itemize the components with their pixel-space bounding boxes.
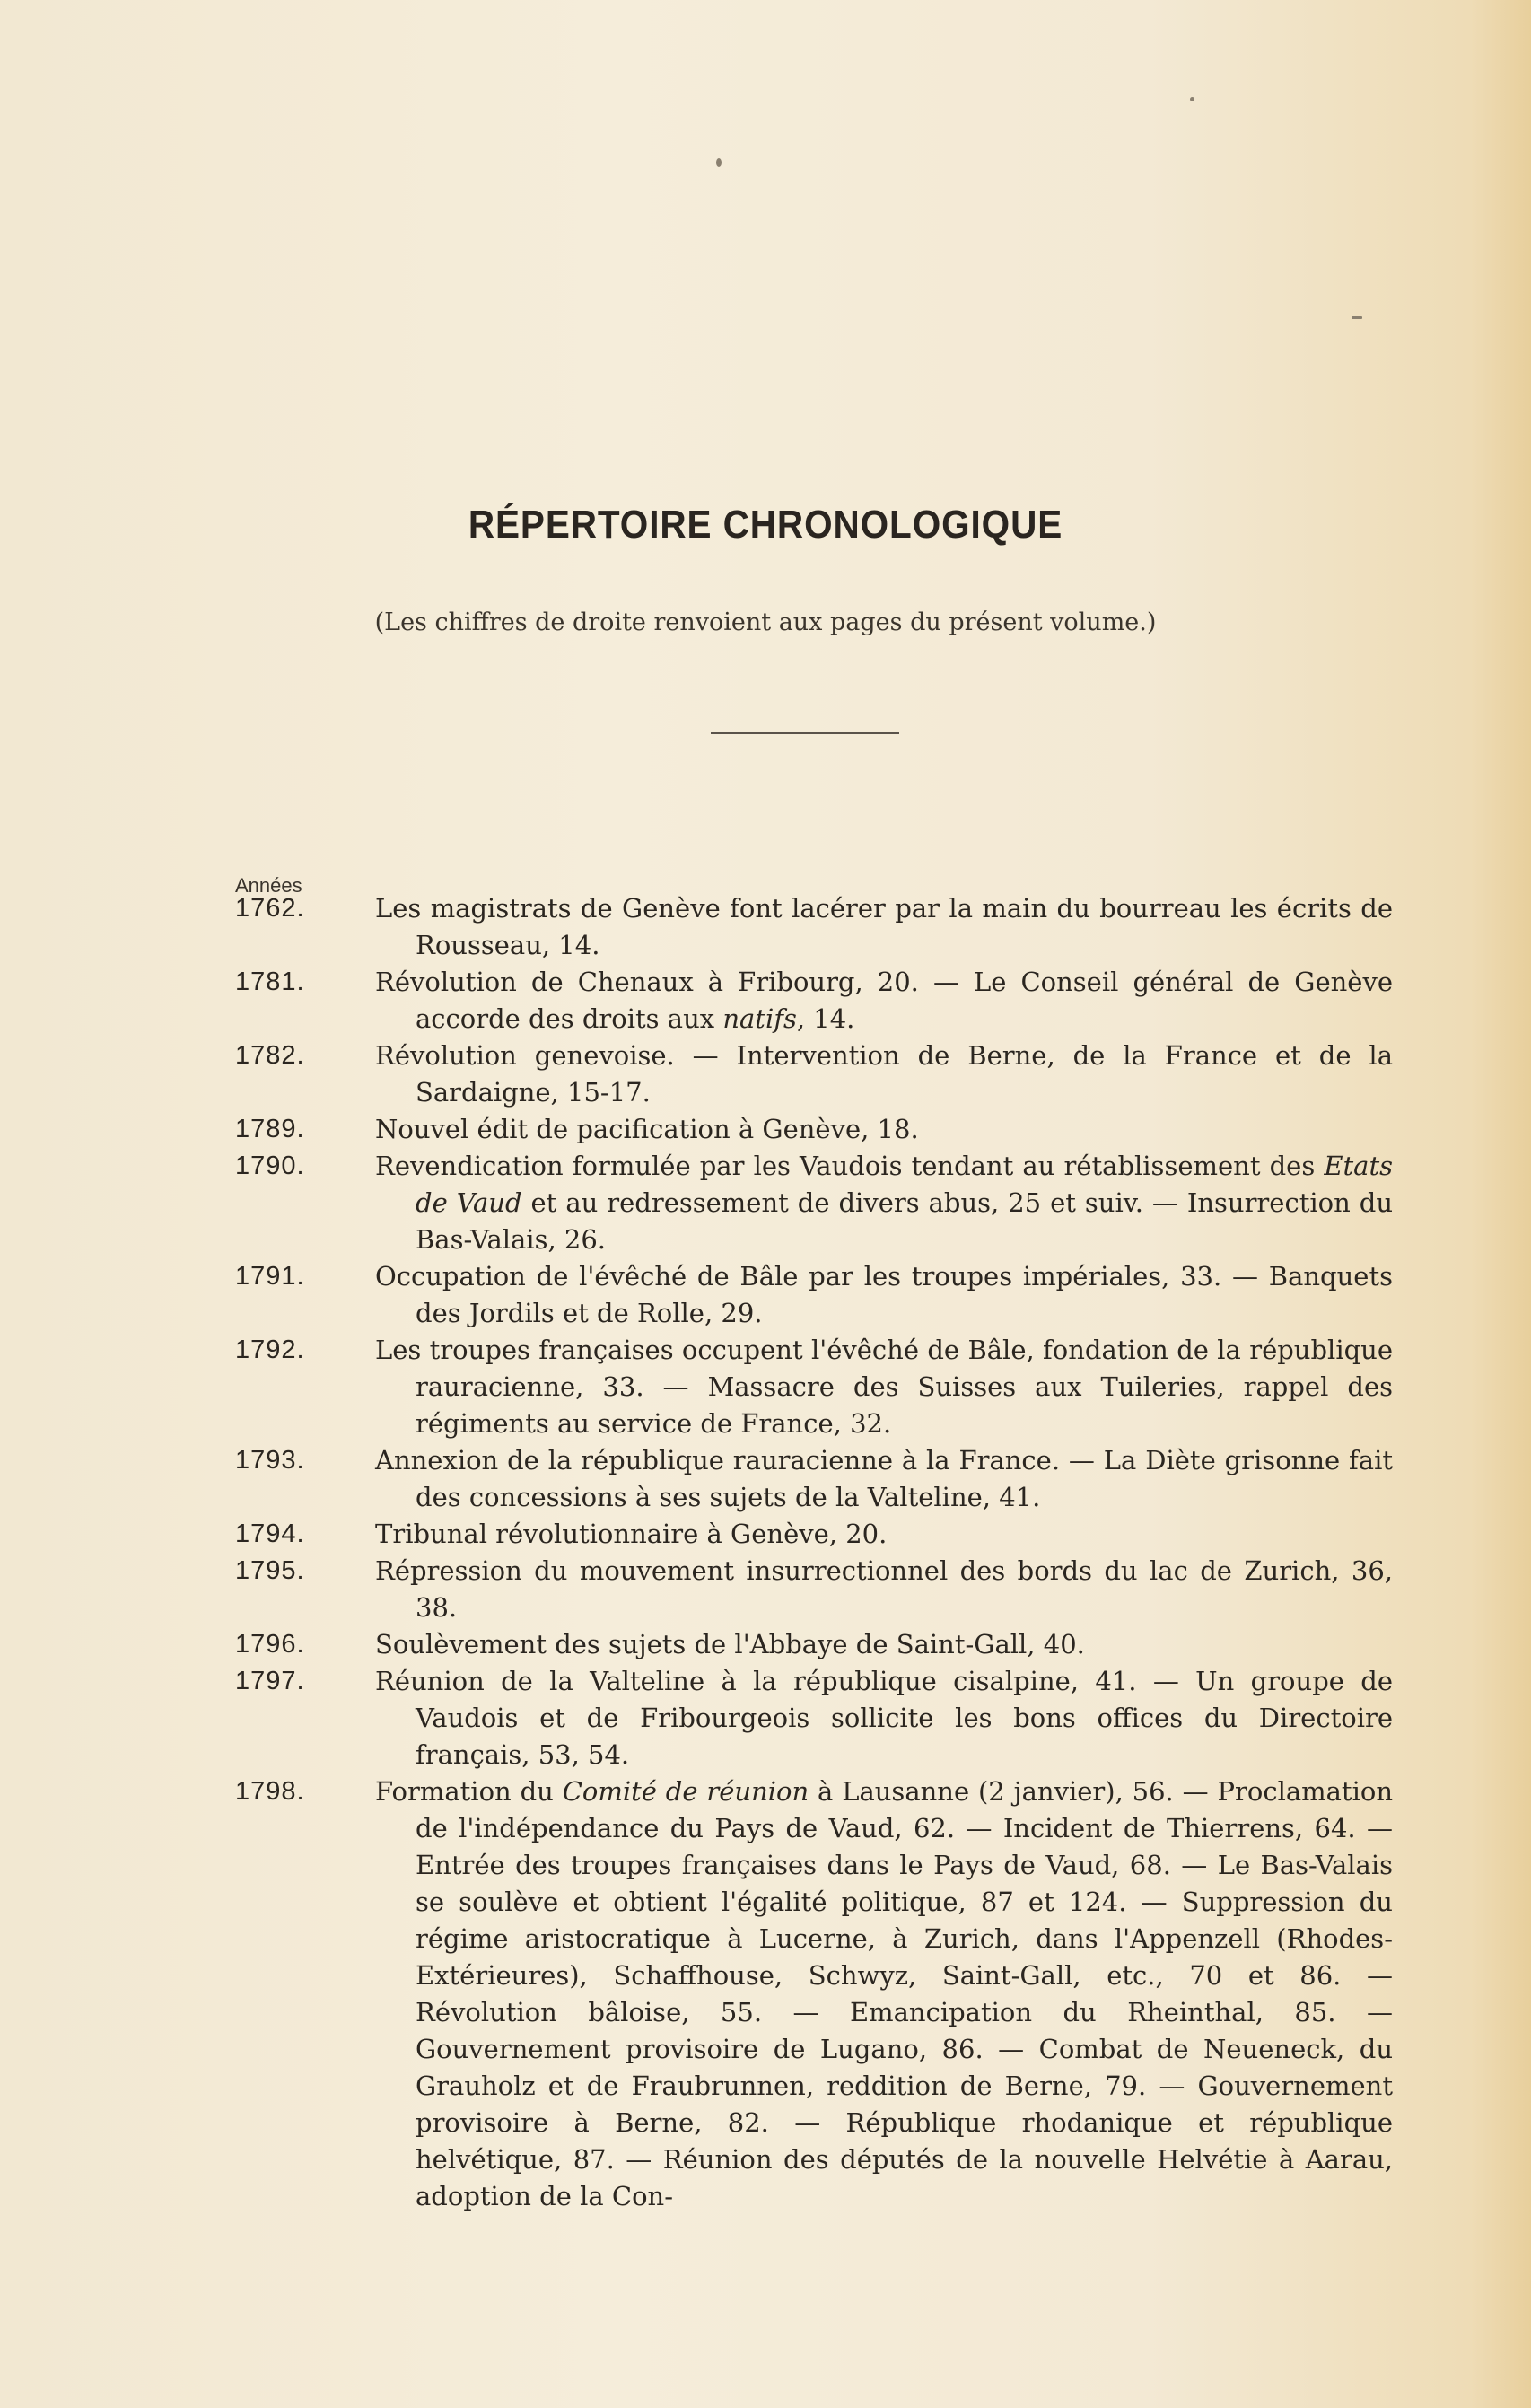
chronology-entry: [235, 1038, 1393, 1111]
chronology-entry: [235, 964, 1393, 1038]
entry-year: 1791.: [235, 1262, 305, 1291]
entry-year: 1794.: [235, 1519, 305, 1548]
chronology-entry: [235, 1516, 1393, 1553]
entry-text: Les troupes françaises occupent l'évêché de Bâle, fondation de la république rauracienne, 33. — Massacre des Suisses aux Tuileries, rappel des régiments au service de France, 32.: [375, 1335, 1393, 1439]
entry-year: 1792.: [235, 1335, 305, 1364]
page-subtitle: (Les chiffres de droite renvoient aux pages du présent volume.): [374, 609, 1157, 636]
entry-text: Soulèvement des sujets de l'Abbaye de Saint-Gall, 40.: [375, 1629, 1085, 1659]
title-divider: [711, 732, 899, 734]
chronology-entry: [235, 1148, 1393, 1258]
entry-year: 1796.: [235, 1630, 305, 1659]
chronology-entry: [235, 1332, 1393, 1442]
entry-text: Annexion de la république rauracienne à la France. — La Diète grisonne fait des concessions à ses sujets de la Valteline, 41.: [375, 1445, 1393, 1512]
chronology-entry: [235, 1258, 1393, 1332]
years-column-heading: Années: [235, 874, 302, 897]
entry-text: Révolution genevoise. — Intervention de Berne, de la France et de la Sardaigne, 15-17.: [375, 1040, 1393, 1108]
ink-speck: [716, 158, 722, 167]
ink-speck: [1190, 97, 1194, 101]
chronology-entry: [235, 1111, 1393, 1148]
chronology-entry: [235, 1773, 1393, 2215]
entry-year: 1793.: [235, 1446, 305, 1475]
entry-text: Formation du Comité de réunion à Lausanne (2 janvier), 56. — Proclamation de l'indépendance du Pays de Vaud, 62. — Incident de Thierrens, 64. — Entrée des troupes françaises dans le Pays de Vaud, 68. — Le Bas-Valais se soulève et obtient l'égalité politique, 87 et 124. — Suppression du régime aristocratique à Lucerne, à Zurich, dans l'Appenzell (Rhodes-Extérieures), Schaffhouse, Schwyz, Saint-Gall, etc., 70 et 86. — Révolution bâloise, 55. — Emancipation du Rheinthal, 85. — Gouvernement provisoire de Lugano, 86. — Combat de Neueneck, du Grauholz et de Fraubrunnen, reddition de Berne, 79. — Gouvernement provisoire à Berne, 82. — République rhodanique et république helvétique, 87. — Réunion des députés de la nouvelle Helvétie à Aarau, adoption de la Con-: [375, 1776, 1393, 2211]
page-title: RÉPERTOIRE CHRONOLOGIQUE: [468, 503, 1063, 547]
entry-year: 1798.: [235, 1777, 305, 1806]
entry-year: 1781.: [235, 968, 305, 996]
chronology-entry: [235, 1553, 1393, 1626]
entry-text: Revendication formulée par les Vaudois tendant au rétablissement des Etats de Vaud et au redressement de divers abus, 25 et suiv. — Insurrection du Bas-Valais, 26.: [375, 1151, 1393, 1255]
entry-year: 1789.: [235, 1115, 305, 1143]
entry-year: 1790.: [235, 1151, 305, 1180]
entry-text: Tribunal révolutionnaire à Genève, 20.: [375, 1519, 888, 1549]
chronology-list: [235, 890, 1393, 2215]
entry-text: Occupation de l'évêché de Bâle par les troupes impériales, 33. — Banquets des Jordils et de Rolle, 29.: [375, 1261, 1393, 1328]
entry-text: Répression du mouvement insurrectionnel des bords du lac de Zurich, 36, 38.: [375, 1555, 1393, 1623]
chronology-entry: [235, 1442, 1393, 1516]
entry-year: 1762.: [235, 894, 305, 923]
chronology-entry: [235, 1626, 1393, 1663]
entry-year: 1782.: [235, 1041, 305, 1070]
entry-text: Révolution de Chenaux à Fribourg, 20. — Le Conseil général de Genève accorde des droits aux natifs, 14.: [375, 967, 1393, 1034]
entry-text: Nouvel édit de pacification à Genève, 18.: [375, 1114, 919, 1144]
entry-text: Réunion de la Valteline à la république cisalpine, 41. — Un groupe de Vaudois et de Fribourgeois sollicite les bons offices du Directoire français, 53, 54.: [375, 1666, 1393, 1770]
entry-year: 1795.: [235, 1556, 305, 1585]
entry-text: Les magistrats de Genève font lacérer par la main du bourreau les écrits de Rousseau, 14.: [375, 893, 1393, 960]
ink-speck: [1352, 316, 1362, 319]
chronology-entry: [235, 890, 1393, 964]
chronology-entry: [235, 1663, 1393, 1773]
entry-year: 1797.: [235, 1667, 305, 1695]
